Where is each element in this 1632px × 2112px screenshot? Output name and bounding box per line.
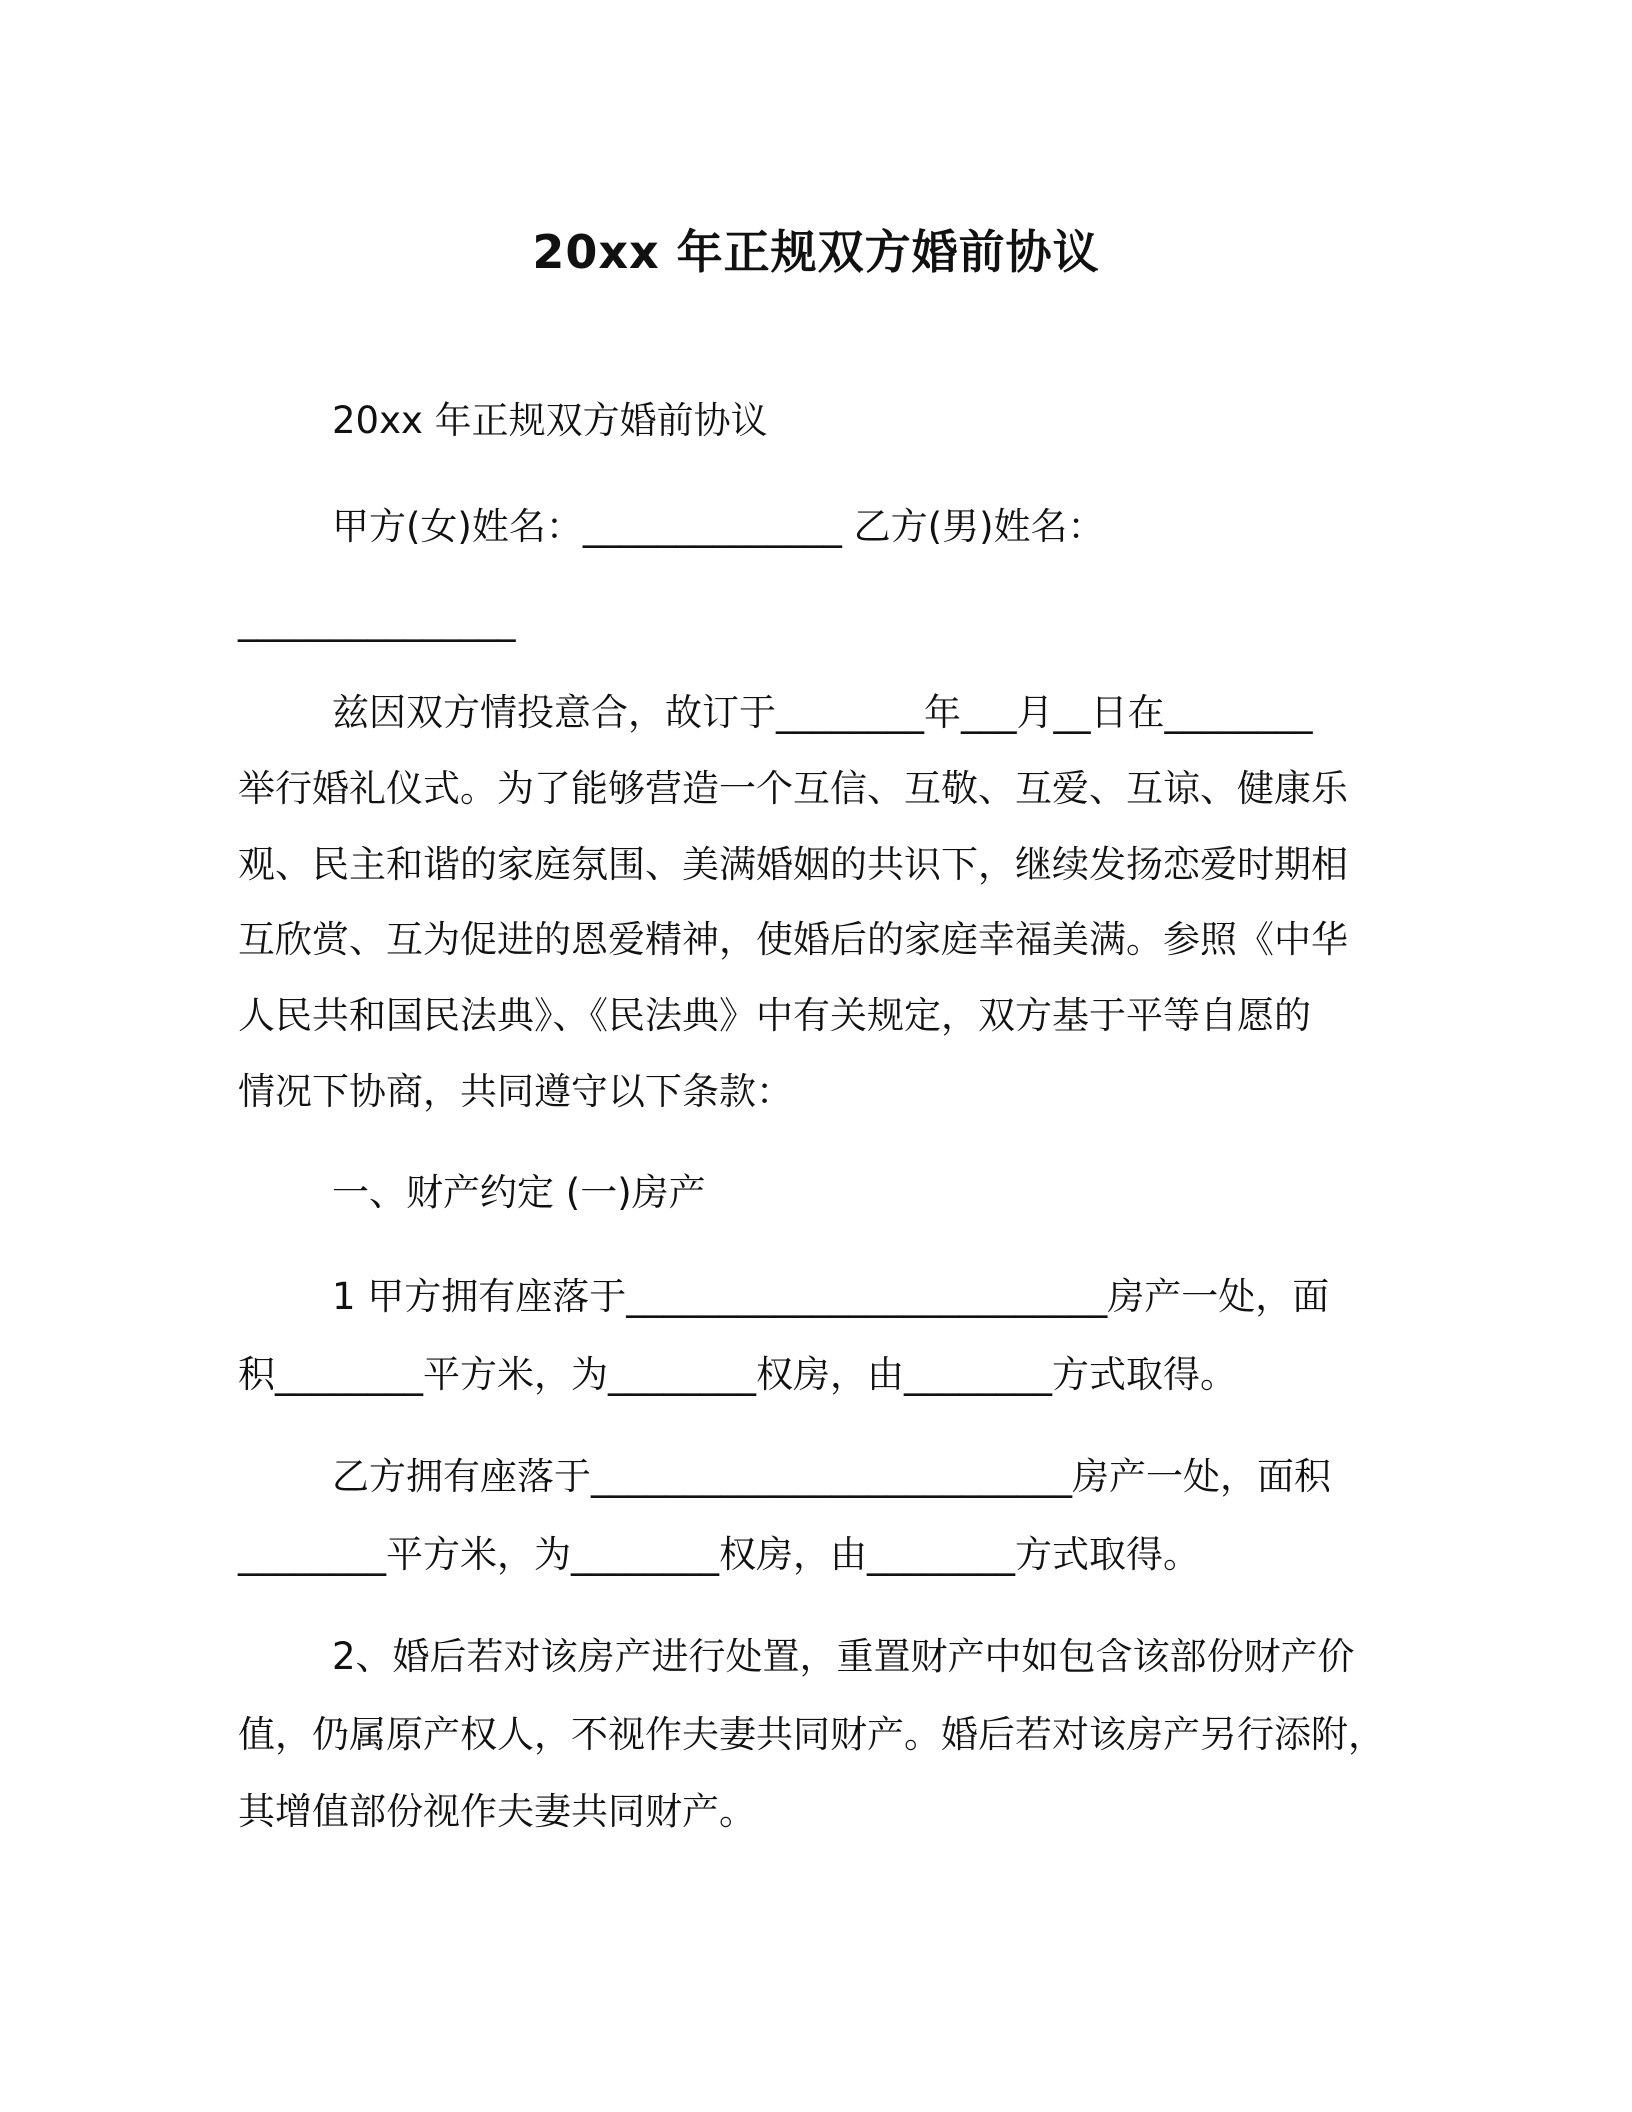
clause1-b-line-1: 乙方拥有座落于__________________________房产一处，面积 bbox=[332, 1455, 1331, 1498]
clause1-b-line-2: ________平方米，为________权房，由________方式取得。 bbox=[238, 1533, 1200, 1576]
clause1-a-line-2: 积________平方米，为________权房，由________方式取得。 bbox=[238, 1353, 1237, 1396]
clause1-a-line-1: 1 甲方拥有座落于__________________________房产一处，面 bbox=[332, 1275, 1330, 1318]
preamble-line-2: 举行婚礼仪式。为了能够营造一个互信、互敬、互爱、互谅、健康乐 bbox=[238, 767, 1348, 810]
clause2-line-3: 其增值部份视作夫妻共同财产。 bbox=[238, 1790, 756, 1833]
preamble-line-6: 情况下协商，共同遵守以下条款： bbox=[238, 1070, 793, 1113]
section-heading: 一、财产约定 (一)房产 bbox=[332, 1171, 706, 1214]
preamble-line-3: 观、民主和谐的家庭氛围、美满婚姻的共识下，继续发扬恋爱时期相 bbox=[238, 843, 1348, 886]
subtitle: 20xx 年正规双方婚前协议 bbox=[332, 399, 768, 442]
preamble-line-4: 互欣赏、互为促进的恩爱精神，使婚后的家庭幸福美满。参照《中华 bbox=[238, 918, 1348, 961]
document-title: 20xx 年正规双方婚前协议 bbox=[532, 225, 1100, 279]
clause2-line-1: 2、婚后若对该房产进行处置，重置财产中如包含该部份财产价 bbox=[332, 1635, 1355, 1678]
preamble-line-1: 兹因双方情投意合，故订于________年___月__日在________ bbox=[332, 691, 1313, 734]
clause2-line-2: 值，仍属原产权人，不视作夫妻共同财产。婚后若对该房产另行添附， bbox=[238, 1713, 1385, 1756]
preamble-line-5: 人民共和国民法典》、《民法典》中有关规定，双方基于平等自愿的 bbox=[238, 994, 1311, 1037]
parties-line-1: 甲方(女)姓名：______________ 乙方(男)姓名： bbox=[332, 505, 1105, 548]
parties-line-2: _______________ bbox=[238, 599, 516, 642]
